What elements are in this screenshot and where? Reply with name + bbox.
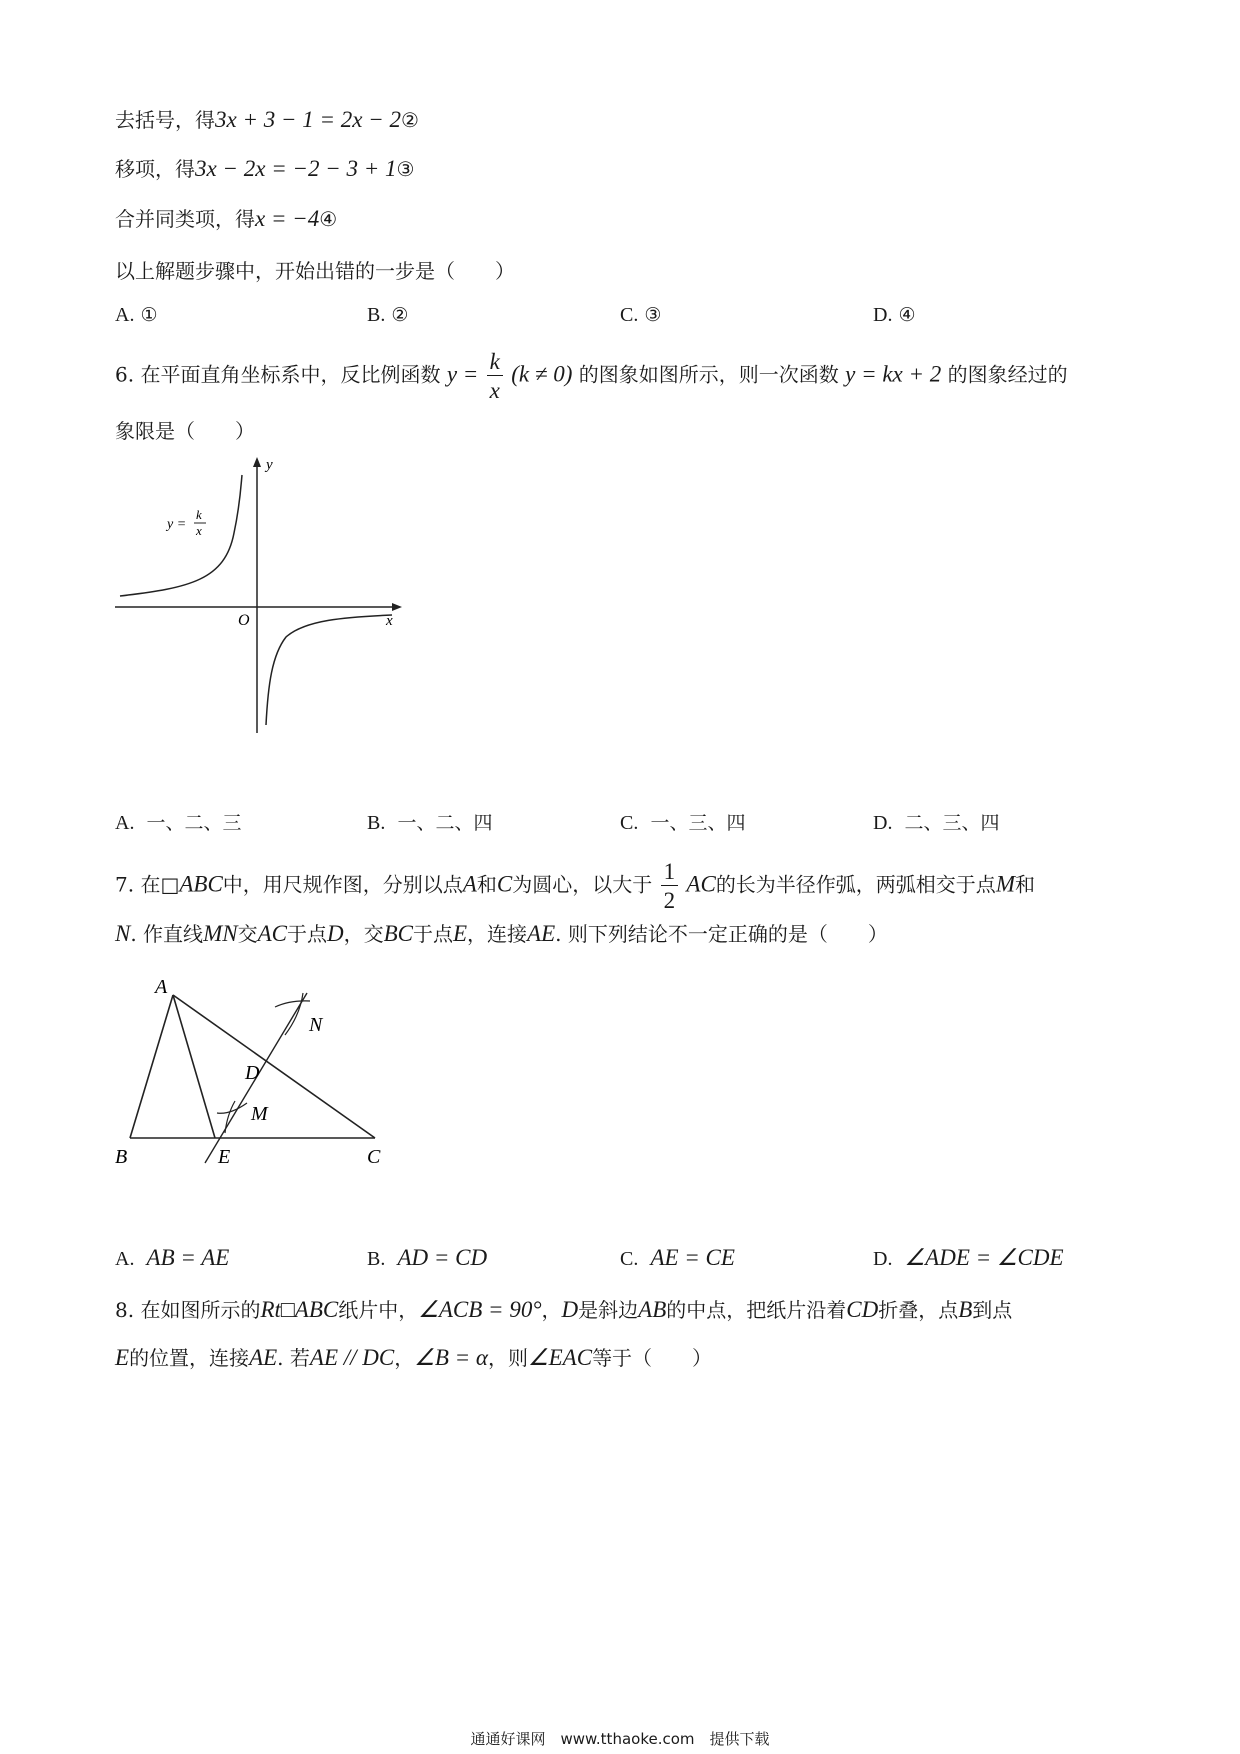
q6-option-d[interactable]: D. 二、三、四 — [873, 812, 1000, 834]
equation: x = −4 — [255, 206, 320, 231]
origin-label: O — [238, 612, 250, 629]
q5-prompt: 以上解题步骤中，开始出错的一步是（ ） — [115, 259, 515, 283]
step-2: 去括号，得3x + 3 − 1 = 2x − 2② — [115, 107, 419, 132]
point-c-label: C — [367, 1146, 381, 1168]
point-b-label: B — [115, 1146, 128, 1168]
hyperbola-branch-4 — [266, 615, 392, 725]
segment-ae — [173, 995, 215, 1138]
triangle-figure — [105, 965, 405, 1175]
q7-stem-line2: N. 作直线MN交AC于点D，交BC于点E，连接AE. 则下列结论不一定正确的是（ ） — [115, 921, 888, 946]
q6-option-c[interactable]: C. 一、三、四 — [620, 812, 746, 834]
q6-stem: 6. 在平面直角坐标系中，反比例函数 y = $\frac{k}{x}$ (k ≠ 0) 的图象如图所示，则一次函数 y = kx + 2 的图象经过的 — [115, 349, 1068, 403]
q7-option-c[interactable]: C. AE = CE — [620, 1245, 735, 1270]
fraction: $\frac{1}{2}$ — [661, 860, 679, 912]
y-axis-arrow — [253, 457, 261, 467]
q5-option-b[interactable]: B. ② — [367, 304, 409, 326]
q8-stem: 8. 在如图所示的Rt□ABC纸片中，∠ACB = 90°，D是斜边AB的中点，把纸片沿着CD折叠，点B到点 — [115, 1297, 1013, 1322]
curve-label-den: x — [196, 523, 202, 538]
step-4: 合并同类项，得x = −4④ — [115, 206, 338, 231]
q5-option-a[interactable]: A. ① — [115, 304, 158, 326]
point-d-label: D — [245, 1062, 260, 1084]
x-axis-label: x — [386, 613, 393, 629]
step-3: 移项，得3x − 2x = −2 − 3 + 1③ — [115, 156, 415, 181]
point-m-label: M — [251, 1103, 268, 1125]
side-ac — [173, 995, 375, 1138]
q7-option-d[interactable]: D. ∠ADE = ∠CDE — [873, 1245, 1064, 1270]
q8-stem-line2: E的位置，连接AE. 若AE // DC，∠B = α，则∠EAC等于（ ） — [115, 1345, 713, 1370]
q6-stem-line2: 象限是（ ） — [115, 419, 255, 443]
x-axis-arrow — [392, 603, 402, 611]
side-ab — [130, 995, 173, 1138]
point-a-label: A — [155, 976, 168, 998]
q7-option-a[interactable]: A. AB = AE — [115, 1245, 230, 1270]
curve-label-y: y = — [167, 517, 187, 532]
point-n-label: N — [309, 1014, 323, 1036]
hyperbola-branch-2 — [120, 475, 242, 596]
q5-option-c[interactable]: C. ③ — [620, 304, 662, 326]
q5-option-d[interactable]: D. ④ — [873, 304, 916, 326]
hyperbola-figure — [110, 455, 410, 740]
equation: 3x − 2x = −2 − 3 + 1 — [195, 156, 397, 181]
arc-n-1 — [275, 1001, 310, 1007]
q6-option-a[interactable]: A. 一、二、三 — [115, 812, 242, 834]
curve-label-num: k — [196, 507, 202, 522]
point-e-label: E — [218, 1146, 231, 1168]
page-footer: 通通好课网 www.tthaoke.com 提供下载 — [470, 1730, 770, 1748]
y-axis-label: y — [266, 457, 273, 473]
q6-option-b[interactable]: B. 一、二、四 — [367, 812, 493, 834]
q7-option-b[interactable]: B. AD = CD — [367, 1245, 488, 1270]
fraction: $\frac{k}{x}$ — [487, 350, 503, 402]
q7-stem: 7. 在□ABC中，用尺规作图，分别以点A和C为圆心，以大于 $\frac{1}{2}$ AC的长为半径作弧，两弧相交于点M和 — [115, 859, 1035, 913]
equation: 3x + 3 − 1 = 2x − 2 — [215, 107, 401, 132]
